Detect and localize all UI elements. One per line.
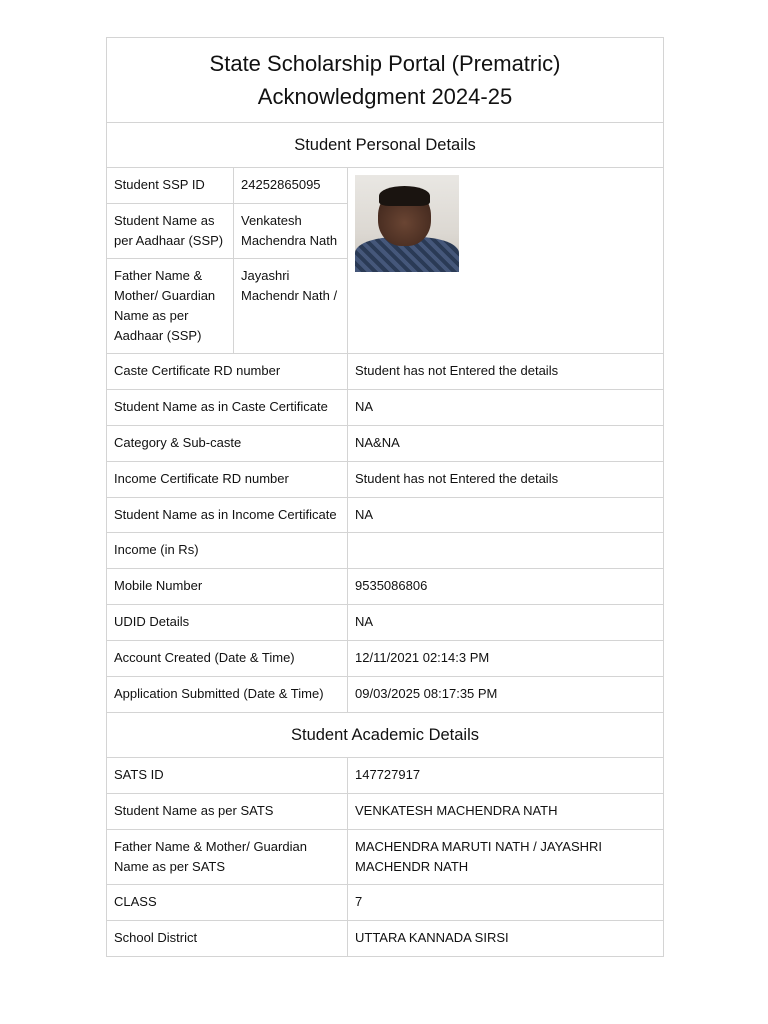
application-submitted-label: Application Submitted (Date & Time): [107, 677, 348, 713]
page-title: [107, 38, 664, 123]
ssp-id-value: 24252865095: [234, 168, 348, 204]
parent-aadhaar-label: Father Name & Mother/ Guardian Name as per Aadhaar (SSP): [107, 259, 234, 354]
sats-id-value: 147727917: [348, 758, 664, 794]
income-rd-label: Income Certificate RD number: [107, 462, 348, 498]
school-district-value: UTTARA KANNADA SIRSI: [348, 921, 664, 957]
ssp-id-label: Student SSP ID: [107, 168, 234, 204]
sats-name-value: VENKATESH MACHENDRA NATH: [348, 794, 664, 830]
income-label: Income (in Rs): [107, 533, 348, 569]
sats-name-label: Student Name as per SATS: [107, 794, 348, 830]
caste-name-value: NA: [348, 390, 664, 426]
sats-parent-value: MACHENDRA MARUTI NATH / JAYASHRI MACHENDR NATH: [348, 830, 664, 885]
account-created-value: 12/11/2021 02:14:3 PM: [348, 641, 664, 677]
income-name-value: NA: [348, 498, 664, 533]
income-name-label: Student Name as in Income Certificate: [107, 498, 348, 533]
acknowledgment-page: [106, 37, 663, 957]
personal-details-heading: Student Personal Details: [107, 123, 664, 168]
udid-label: UDID Details: [107, 605, 348, 641]
mobile-value: 9535086806: [348, 569, 664, 605]
class-label: CLASS: [107, 885, 348, 921]
category-label: Category & Sub-caste: [107, 426, 348, 462]
class-value: 7: [348, 885, 664, 921]
name-aadhaar-value: Venkatesh Machendra Nath: [234, 204, 348, 259]
school-district-label: School District: [107, 921, 348, 957]
application-submitted-value: 09/03/2025 08:17:35 PM: [348, 677, 664, 713]
sats-parent-label: Father Name & Mother/ Guardian Name as per SATS: [107, 830, 348, 885]
udid-value: NA: [348, 605, 664, 641]
account-created-label: Account Created (Date & Time): [107, 641, 348, 677]
student-photo: [355, 175, 459, 272]
title-line-2: Acknowledgment 2024-25: [257, 84, 513, 109]
sats-id-label: SATS ID: [107, 758, 348, 794]
name-aadhaar-label: Student Name as per Aadhaar (SSP): [107, 204, 234, 259]
title-line-1: State Scholarship Portal (Prematric): [209, 51, 561, 76]
category-value: NA&NA: [348, 426, 664, 462]
caste-name-label: Student Name as in Caste Certificate: [107, 390, 348, 426]
mobile-label: Mobile Number: [107, 569, 348, 605]
caste-rd-label: Caste Certificate RD number: [107, 354, 348, 390]
photo-cell: [348, 168, 664, 354]
caste-rd-value: Student has not Entered the details: [348, 354, 664, 390]
parent-aadhaar-value: Jayashri Machendr Nath /: [234, 259, 348, 354]
income-value: [348, 533, 664, 569]
academic-details-heading: Student Academic Details: [107, 713, 664, 758]
income-rd-value: Student has not Entered the details: [348, 462, 664, 498]
acknowledgment-table: [106, 37, 664, 957]
